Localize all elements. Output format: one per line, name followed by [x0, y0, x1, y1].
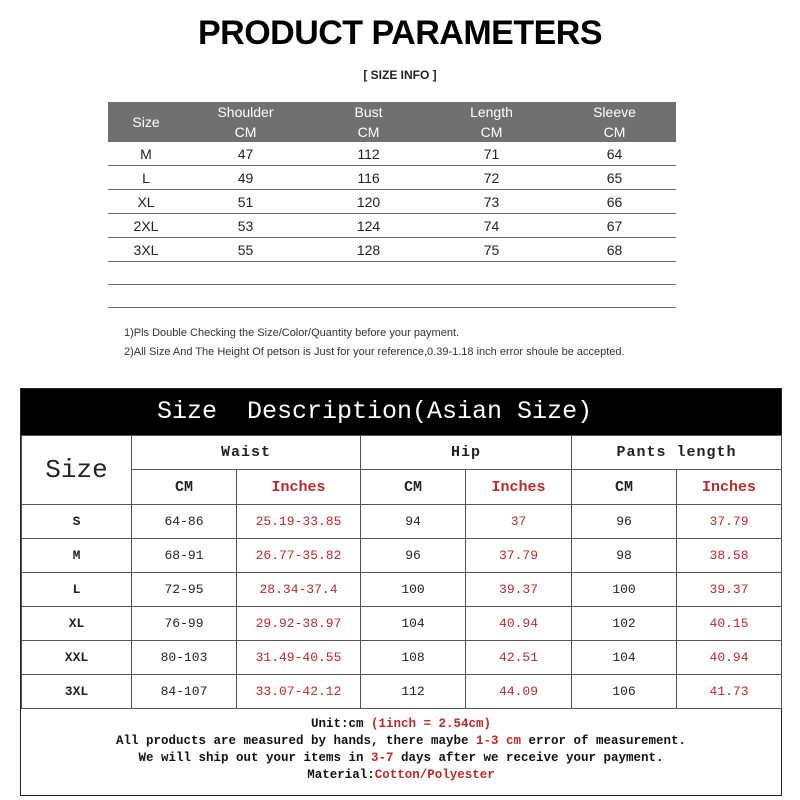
value-cell: 96	[361, 539, 466, 573]
column-header: Length	[430, 102, 553, 122]
value-cell: 29.92-38.97	[237, 607, 361, 641]
size-cell: M	[108, 142, 184, 166]
value-cell: 31.49-40.55	[237, 641, 361, 675]
value-cell: 75	[430, 238, 553, 262]
column-unit: CM	[307, 122, 430, 142]
value-cell: 98	[572, 539, 677, 573]
value-cell: 84-107	[132, 675, 237, 709]
column-header: Shoulder	[184, 102, 307, 122]
value-cell: 72-95	[132, 573, 237, 607]
footer-material-line: Material:Cotton/Polyester	[307, 768, 495, 782]
page-title: PRODUCT PARAMETERS	[197, 14, 603, 52]
size-cell: 3XL	[22, 675, 132, 709]
value-cell: 106	[572, 675, 677, 709]
size-header: Size	[108, 102, 184, 142]
size-cell: L	[108, 166, 184, 190]
size-info-subtitle: [ SIZE INFO ]	[363, 68, 437, 82]
size-description-banner: Size Description(Asian Size)	[21, 389, 781, 435]
value-cell: 40.15	[677, 607, 782, 641]
unit-cm: CM	[572, 470, 677, 505]
value-cell: 55	[184, 238, 307, 262]
footer-ship-line: We will ship out your items in 3-7 days after we receive your payment.	[138, 751, 664, 765]
group-header-waist: Waist	[132, 436, 361, 470]
measurement-footer	[21, 716, 781, 784]
table-row	[108, 214, 676, 238]
column-header: Bust	[307, 102, 430, 122]
value-cell: 102	[572, 607, 677, 641]
size-cell: XL	[22, 607, 132, 641]
value-cell: 67	[553, 214, 676, 238]
size-info-table	[108, 102, 676, 308]
note-line: 2)All Size And The Height Of petson is Just for your reference,0.39-1.18 inch error shoule be accepted.	[124, 346, 625, 358]
table-row	[22, 505, 782, 539]
value-cell: 71	[430, 142, 553, 166]
value-cell: 73	[430, 190, 553, 214]
value-cell: 65	[553, 166, 676, 190]
value-cell: 51	[184, 190, 307, 214]
column-unit: CM	[184, 122, 307, 142]
value-cell: 49	[184, 166, 307, 190]
value-cell: 53	[184, 214, 307, 238]
size-cell: L	[22, 573, 132, 607]
table-row	[108, 142, 676, 166]
value-cell: 124	[307, 214, 430, 238]
size-cell: 3XL	[108, 238, 184, 262]
size-cell: XL	[108, 190, 184, 214]
value-cell: 39.37	[677, 573, 782, 607]
value-cell: 96	[572, 505, 677, 539]
note-line: 1)Pls Double Checking the Size/Color/Quantity before your payment.	[124, 327, 460, 339]
value-cell: 76-99	[132, 607, 237, 641]
value-cell: 25.19-33.85	[237, 505, 361, 539]
column-header: Sleeve	[553, 102, 676, 122]
column-unit: CM	[553, 122, 676, 142]
value-cell: 33.07-42.12	[237, 675, 361, 709]
table-row	[22, 573, 782, 607]
value-cell: 100	[361, 573, 466, 607]
empty-row	[108, 262, 676, 285]
value-cell: 40.94	[466, 607, 572, 641]
value-cell: 28.34-37.4	[237, 573, 361, 607]
unit-inches: Inches	[237, 470, 361, 505]
footer-unit-line: Unit:cm (1inch = 2.54cm)	[310, 717, 492, 731]
value-cell: 68	[553, 238, 676, 262]
size-cell: XXL	[22, 641, 132, 675]
value-cell: 116	[307, 166, 430, 190]
value-cell: 64	[553, 142, 676, 166]
value-cell: 26.77-35.82	[237, 539, 361, 573]
value-cell: 44.09	[466, 675, 572, 709]
size-cell: 2XL	[108, 214, 184, 238]
value-cell: 112	[361, 675, 466, 709]
table-row	[22, 675, 782, 709]
table-row	[108, 166, 676, 190]
group-header-pants-length: Pants length	[572, 436, 782, 470]
size-cell: S	[22, 505, 132, 539]
column-unit: CM	[430, 122, 553, 142]
value-cell: 41.73	[677, 675, 782, 709]
size-description-section	[20, 388, 782, 796]
table-row	[22, 641, 782, 675]
value-cell: 40.94	[677, 641, 782, 675]
value-cell: 68-91	[132, 539, 237, 573]
size-cell: M	[22, 539, 132, 573]
value-cell: 37.79	[466, 539, 572, 573]
value-cell: 38.58	[677, 539, 782, 573]
table-row	[22, 607, 782, 641]
value-cell: 128	[307, 238, 430, 262]
value-cell: 66	[553, 190, 676, 214]
value-cell: 74	[430, 214, 553, 238]
value-cell: 64-86	[132, 505, 237, 539]
table-row	[108, 190, 676, 214]
value-cell: 94	[361, 505, 466, 539]
value-cell: 108	[361, 641, 466, 675]
value-cell: 100	[572, 573, 677, 607]
size-description-table	[21, 435, 782, 709]
value-cell: 37	[466, 505, 572, 539]
value-cell: 72	[430, 166, 553, 190]
size-header: Size	[22, 436, 132, 505]
value-cell: 104	[572, 641, 677, 675]
footer-measure-line: All products are measured by hands, there maybe 1-3 cm error of measurement.	[115, 734, 687, 748]
value-cell: 104	[361, 607, 466, 641]
table-row	[22, 539, 782, 573]
notes	[124, 324, 625, 362]
unit-cm: CM	[361, 470, 466, 505]
unit-inches: Inches	[466, 470, 572, 505]
value-cell: 42.51	[466, 641, 572, 675]
unit-inches: Inches	[677, 470, 782, 505]
value-cell: 80-103	[132, 641, 237, 675]
value-cell: 37.79	[677, 505, 782, 539]
value-cell: 39.37	[466, 573, 572, 607]
table-row	[108, 238, 676, 262]
value-cell: 112	[307, 142, 430, 166]
empty-row	[108, 285, 676, 308]
group-header-hip: Hip	[361, 436, 572, 470]
value-cell: 47	[184, 142, 307, 166]
value-cell: 120	[307, 190, 430, 214]
unit-cm: CM	[132, 470, 237, 505]
